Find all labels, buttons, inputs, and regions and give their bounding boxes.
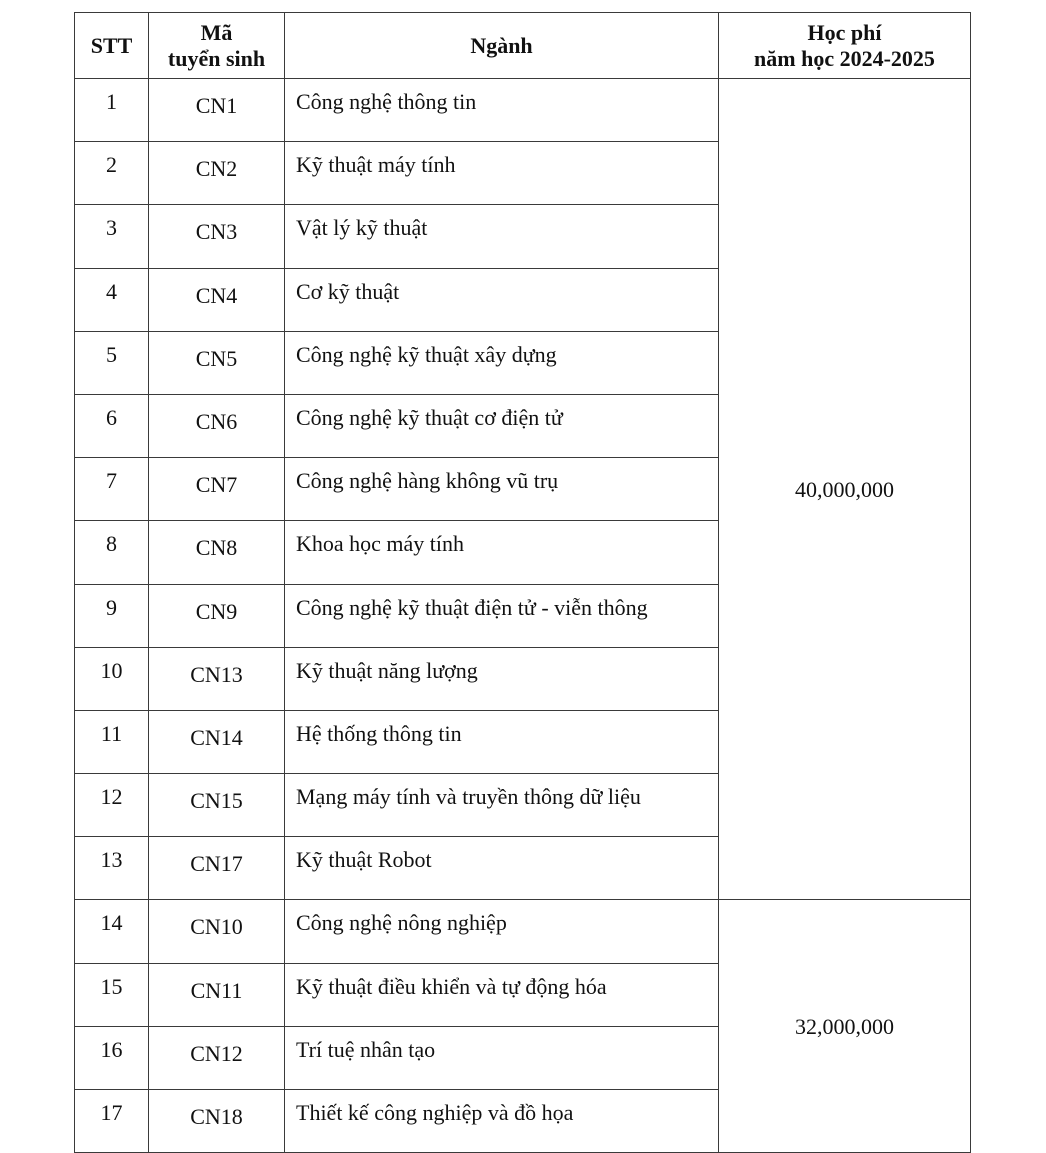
header-tuition-fee (719, 13, 971, 79)
row-admission-code: CN1 (149, 79, 285, 142)
header-major: Ngành (285, 13, 719, 79)
table-header (75, 13, 971, 79)
row-stt: 6 (75, 394, 149, 457)
row-admission-code: CN18 (149, 1090, 285, 1153)
header-stt: STT (75, 13, 149, 79)
row-admission-code: CN9 (149, 584, 285, 647)
row-admission-code: CN5 (149, 331, 285, 394)
row-admission-code: CN8 (149, 521, 285, 584)
row-admission-code: CN11 (149, 963, 285, 1026)
row-admission-code: CN17 (149, 837, 285, 900)
table-body (75, 79, 971, 1153)
row-major: Trí tuệ nhân tạo (285, 1026, 719, 1089)
table-row (75, 79, 971, 142)
row-stt: 12 (75, 774, 149, 837)
row-major: Vật lý kỹ thuật (285, 205, 719, 268)
row-stt: 14 (75, 900, 149, 963)
row-major: Kỹ thuật năng lượng (285, 647, 719, 710)
row-stt: 17 (75, 1090, 149, 1153)
row-major: Công nghệ kỹ thuật cơ điện tử (285, 394, 719, 457)
row-stt: 9 (75, 584, 149, 647)
row-major: Kỹ thuật điều khiển và tự động hóa (285, 963, 719, 1026)
row-major: Cơ kỹ thuật (285, 268, 719, 331)
row-major: Kỹ thuật máy tính (285, 142, 719, 205)
row-admission-code: CN3 (149, 205, 285, 268)
row-stt: 13 (75, 837, 149, 900)
header-code-line2: tuyển sinh (167, 45, 266, 71)
header-admission-code (149, 13, 285, 79)
row-stt: 3 (75, 205, 149, 268)
row-stt: 2 (75, 142, 149, 205)
row-admission-code: CN14 (149, 710, 285, 773)
header-code-line1: Mã (200, 20, 233, 46)
row-major: Công nghệ kỹ thuật điện tử - viễn thông (285, 584, 719, 647)
fee-cell-group-2: 32,000,000 (719, 900, 971, 1153)
row-major: Khoa học máy tính (285, 521, 719, 584)
row-admission-code: CN10 (149, 900, 285, 963)
tuition-fee-table (74, 12, 971, 1153)
row-stt: 7 (75, 458, 149, 521)
row-major: Mạng máy tính và truyền thông dữ liệu (285, 774, 719, 837)
row-admission-code: CN2 (149, 142, 285, 205)
row-stt: 4 (75, 268, 149, 331)
row-stt: 15 (75, 963, 149, 1026)
row-major: Thiết kế công nghiệp và đồ họa (285, 1090, 719, 1153)
row-stt: 5 (75, 331, 149, 394)
row-stt: 1 (75, 79, 149, 142)
row-admission-code: CN13 (149, 647, 285, 710)
row-stt: 10 (75, 647, 149, 710)
row-major: Công nghệ hàng không vũ trụ (285, 458, 719, 521)
row-admission-code: CN15 (149, 774, 285, 837)
row-admission-code: CN4 (149, 268, 285, 331)
row-admission-code: CN7 (149, 458, 285, 521)
row-major: Công nghệ nông nghiệp (285, 900, 719, 963)
row-admission-code: CN12 (149, 1026, 285, 1089)
fee-cell-group-1: 40,000,000 (719, 79, 971, 900)
row-admission-code: CN6 (149, 394, 285, 457)
header-fee-line2: năm học 2024-2025 (754, 45, 935, 71)
row-stt: 8 (75, 521, 149, 584)
header-row (75, 13, 971, 79)
row-major: Hệ thống thông tin (285, 710, 719, 773)
row-major: Công nghệ thông tin (285, 79, 719, 142)
table-row (75, 900, 971, 963)
row-major: Công nghệ kỹ thuật xây dựng (285, 331, 719, 394)
row-stt: 16 (75, 1026, 149, 1089)
row-stt: 11 (75, 710, 149, 773)
header-fee-line1: Học phí (807, 20, 882, 46)
row-major: Kỹ thuật Robot (285, 837, 719, 900)
